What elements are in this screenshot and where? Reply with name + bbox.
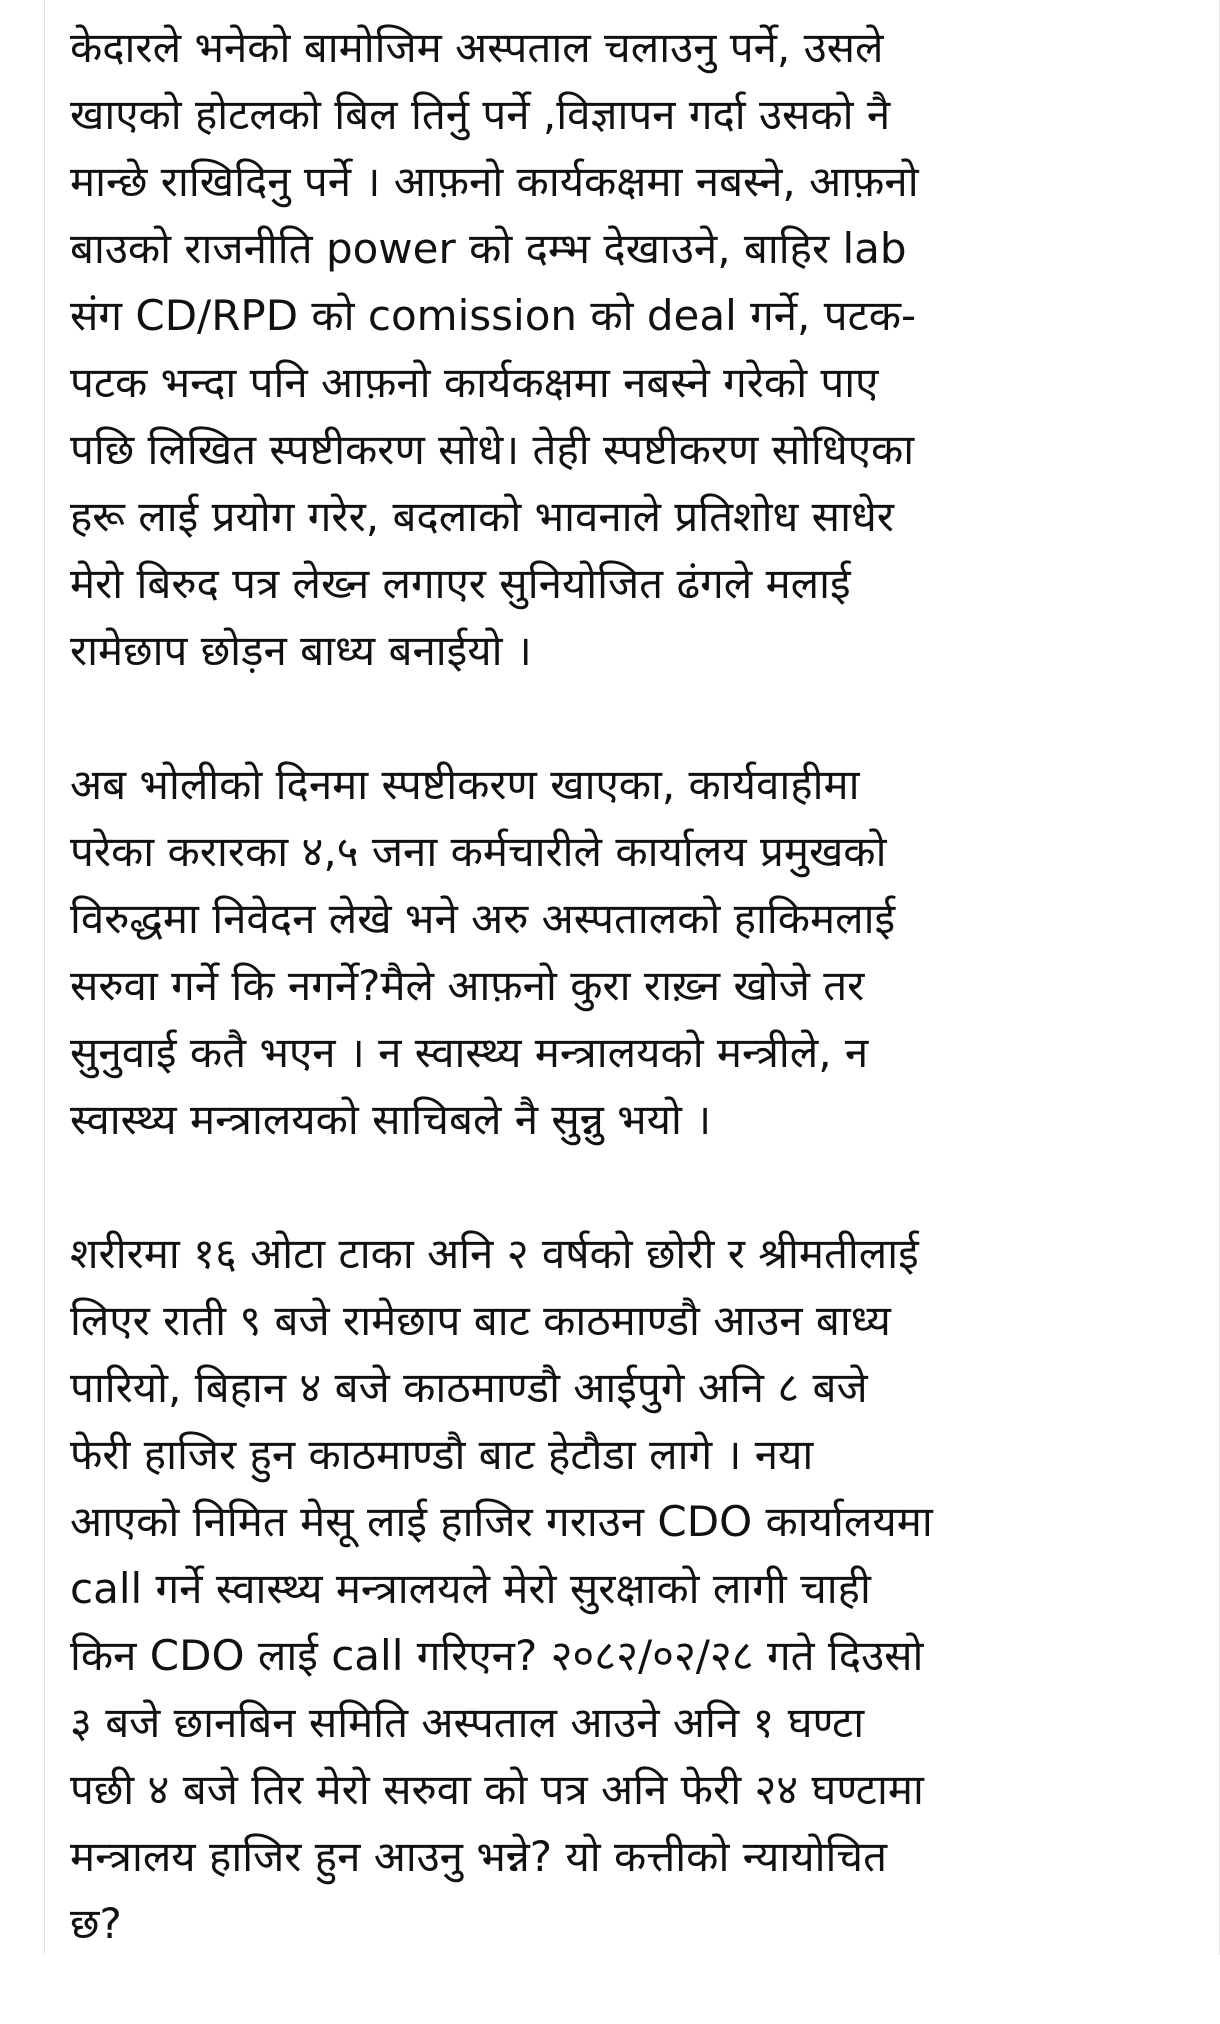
text-line: पटक भन्दा पनि आफ़नो कार्यकक्षमा नबस्ने गरेको पाए — [70, 358, 879, 407]
text-line: मेरो बिरुद पत्र लेख्न लगाएर सुनियोजित ढंगले मलाई — [70, 559, 851, 608]
text-line: फेरी हाजिर हुन काठमाण्डौ बाट हेटौडा लागे । नया — [70, 1430, 814, 1479]
text-line: केदारले भनेको बामोजिम अस्पताल चलाउनु पर्ने, उसले — [70, 23, 884, 72]
text-line: रामेछाप छोड़न बाध्य बनाईयो । — [70, 626, 532, 675]
text-line: हरू लाई प्रयोग गरेर, बदलाको भावनाले प्रतिशोध साधेर — [70, 492, 894, 541]
text-line: संग CD/RPD को comission को deal गर्ने, पटक- — [70, 291, 917, 340]
text-line: call गर्ने स्वास्थ्य मन्त्रालयले मेरो सुरक्षाको लागी चाही — [70, 1564, 871, 1613]
text-line: किन CDO लाई call गरिएन? २०८२/०२/२८ गते दिउसो — [70, 1631, 924, 1680]
post-body — [70, 14, 1180, 2024]
text-line: मन्त्रालय हाजिर हुन आउनु भन्ने? यो कत्तीको न्यायोचित — [70, 1832, 888, 1881]
text-line: अब भोलीको दिनमा स्पष्टीकरण खाएका, कार्यवाहीमा — [70, 760, 860, 809]
text-line: परेका करारका ४,५ जना कर्मचारीले कार्यालय प्रमुखको — [70, 827, 887, 876]
text-line: सुनुवाई कतै भएन । न स्वास्थ्य मन्त्रालयको मन्त्रीले, न — [70, 1028, 869, 1077]
text-line: छ? — [70, 1899, 122, 1948]
paragraph-1 — [70, 14, 1180, 684]
text-line: पछी ४ बजे तिर मेरो सरुवा को पत्र अनि फेरी २४ घण्टामा — [70, 1765, 924, 1814]
text-line: ३ बजे छानबिन समिति अस्पताल आउने अनि १ घण्टा — [70, 1698, 865, 1747]
text-line: आएको निमित मेसू लाई हाजिर गराउन CDO कार्यालयमा — [70, 1497, 933, 1546]
paragraph-2 — [70, 751, 1180, 1153]
text-line: शरीरमा १६ ओटा टाका अनि २ वर्षको छोरी र श्रीमतीलाई — [70, 1229, 919, 1278]
text-line: विरुद्धमा निवेदन लेखे भने अरु अस्पतालको हाकिमलाई — [70, 894, 896, 943]
left-border — [44, 0, 45, 1955]
text-line: सरुवा गर्ने कि नगर्ने?मैले आफ़नो कुरा राख़्न खोजे तर — [70, 961, 865, 1010]
text-line: बाउको राजनीति power को दम्भ देखाउने, बाहिर lab — [70, 224, 907, 273]
text-line: स्वास्थ्य मन्त्रालयको साचिबले नै सुन्नु भयो । — [70, 1095, 712, 1144]
text-line: पछि लिखित स्पष्टीकरण सोधे। तेही स्पष्टीकरण सोधिएका — [70, 425, 915, 474]
paragraph-3 — [70, 1220, 1180, 1957]
text-line: पारियो, बिहान ४ बजे काठमाण्डौ आईपुगे अनि ८ बजे — [70, 1363, 868, 1412]
text-line: लिएर राती ९ बजे रामेछाप बाट काठमाण्डौ आउन बाध्य — [70, 1296, 891, 1345]
text-line: मान्छे राखिदिनु पर्ने । आफ़नो कार्यकक्षमा नबस्ने, आफ़नो — [70, 157, 919, 206]
text-line: खाएको होटलको बिल तिर्नु पर्ने ,विज्ञापन गर्दा उसको नै — [70, 90, 891, 139]
